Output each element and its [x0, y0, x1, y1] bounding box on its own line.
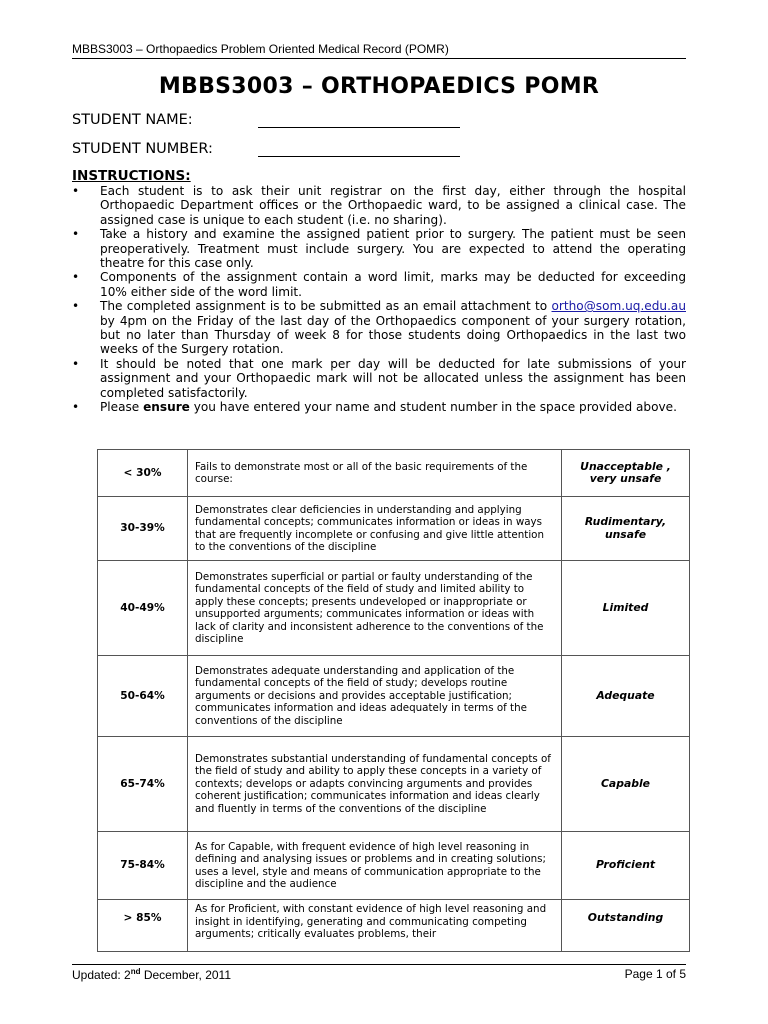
grade-range: < 30% — [98, 450, 188, 497]
instruction-item: • Please ensure you have entered your name and student number in the space provided above. — [72, 400, 686, 414]
grade-level: Outstanding — [562, 900, 690, 952]
table-row — [98, 832, 690, 900]
page-footer — [72, 964, 686, 982]
grade-description: Demonstrates substantial understanding of fundamental concepts of the field of study and ability to apply these concepts in a variety of contexts; develops or adapts convincing arguments and provides coherent justification; communicates information and ideas clearly and fluently in terms of the conventions of the discipline — [188, 737, 562, 832]
student-number-blank[interactable] — [258, 142, 460, 157]
grade-level: Adequate — [562, 656, 690, 737]
instruction-item: • Take a history and examine the assigned patient prior to surgery. The patient must be seen preoperatively. Treatment must include surgery. You are expected to attend the operating theatre for this case only. — [72, 227, 686, 270]
grade-range: 40-49% — [98, 561, 188, 656]
running-header — [72, 42, 686, 59]
table-row — [98, 737, 690, 832]
ensure-emphasis: ensure — [143, 400, 190, 415]
student-name-blank[interactable] — [258, 113, 460, 128]
table-row — [98, 497, 690, 561]
student-name-row — [72, 112, 460, 128]
table-row — [98, 450, 690, 497]
grade-description: Demonstrates superficial or partial or faulty understanding of the fundamental concepts of the field of study and limited ability to apply these concepts; presents undeveloped or inappropriate or unsupported arguments; communicates information or ideas with lack of clarity and inconsistent adherence to the conventions of the discipline — [188, 561, 562, 656]
document-title: MBBS3003 – ORTHOPAEDICS POMR — [158, 74, 600, 99]
grade-range: 65-74% — [98, 737, 188, 832]
student-number-row — [72, 141, 460, 157]
student-number-label: STUDENT NUMBER: — [72, 141, 213, 157]
grade-description: Demonstrates adequate understanding and application of the fundamental concepts of the field of study; develops routine arguments or decisions and provides acceptable justification; communicates information and ideas adequately in terms of the conventions of the discipline — [188, 656, 562, 737]
instructions-heading: INSTRUCTIONS: — [72, 168, 191, 184]
grade-level: Limited — [562, 561, 690, 656]
grade-description: Fails to demonstrate most or all of the basic requirements of the course: — [188, 450, 562, 497]
running-header-text: MBBS3003 – Orthopaedics Problem Oriented Medical Record (POMR) — [72, 42, 449, 56]
grading-table — [97, 449, 690, 952]
grade-range: 30-39% — [98, 497, 188, 561]
grade-range: > 85% — [98, 900, 188, 952]
submission-email-link[interactable]: ortho@som.uq.edu.au — [551, 299, 686, 314]
table-row — [98, 656, 690, 737]
table-row — [98, 561, 690, 656]
instruction-item: • Components of the assignment contain a word limit, marks may be deducted for exceeding 10% either side of the word limit. — [72, 270, 686, 299]
grade-range: 50-64% — [98, 656, 188, 737]
grade-level: Unacceptable , very unsafe — [562, 450, 690, 497]
page-number: Page 1 of 5 — [624, 967, 686, 981]
grade-level: Rudimentary, unsafe — [562, 497, 690, 561]
instruction-item: • It should be noted that one mark per day will be deducted for late submissions of your assignment and your Orthopaedic mark will not be allocated unless the assignment has been completed satisfactorily. — [72, 357, 686, 400]
grade-range: 75-84% — [98, 832, 188, 900]
grade-description: Demonstrates clear deficiencies in understanding and applying fundamental concepts; communicates information or ideas in ways that are frequently incomplete or confusing and give little attention to the conventions of the discipline — [188, 497, 562, 561]
grade-level: Proficient — [562, 832, 690, 900]
table-row — [98, 900, 690, 952]
grade-level: Capable — [562, 737, 690, 832]
updated-date: Updated: 2nd December, 2011 — [72, 967, 231, 982]
instruction-item: • Each student is to ask their unit registrar on the first day, either through the hospital Orthopaedic Department offices or the Orthopaedic ward, to be assigned a clinical case. The assigned case is unique to each student (i.e. no sharing). — [72, 184, 686, 227]
grade-description: As for Capable, with frequent evidence of high level reasoning in defining and analysing issues or problems and in creating solutions; uses a level, style and means of communication appropriate to the discipline and the audience — [188, 832, 562, 900]
grade-description: As for Proficient, with constant evidence of high level reasoning and insight in identifying, generating and communicating competing arguments; critically evaluates problems, their — [188, 900, 562, 952]
instructions-list — [72, 184, 686, 415]
instruction-item: • The completed assignment is to be submitted as an email attachment to ortho@som.uq.edu.au by 4pm on the Friday of the last day of the Orthopaedics component of your surgery rotation, but no later than Thursday of week 8 for those students doing Orthopaedics in the last two weeks of the Surgery rotation. — [72, 299, 686, 357]
student-name-label: STUDENT NAME: — [72, 112, 193, 128]
